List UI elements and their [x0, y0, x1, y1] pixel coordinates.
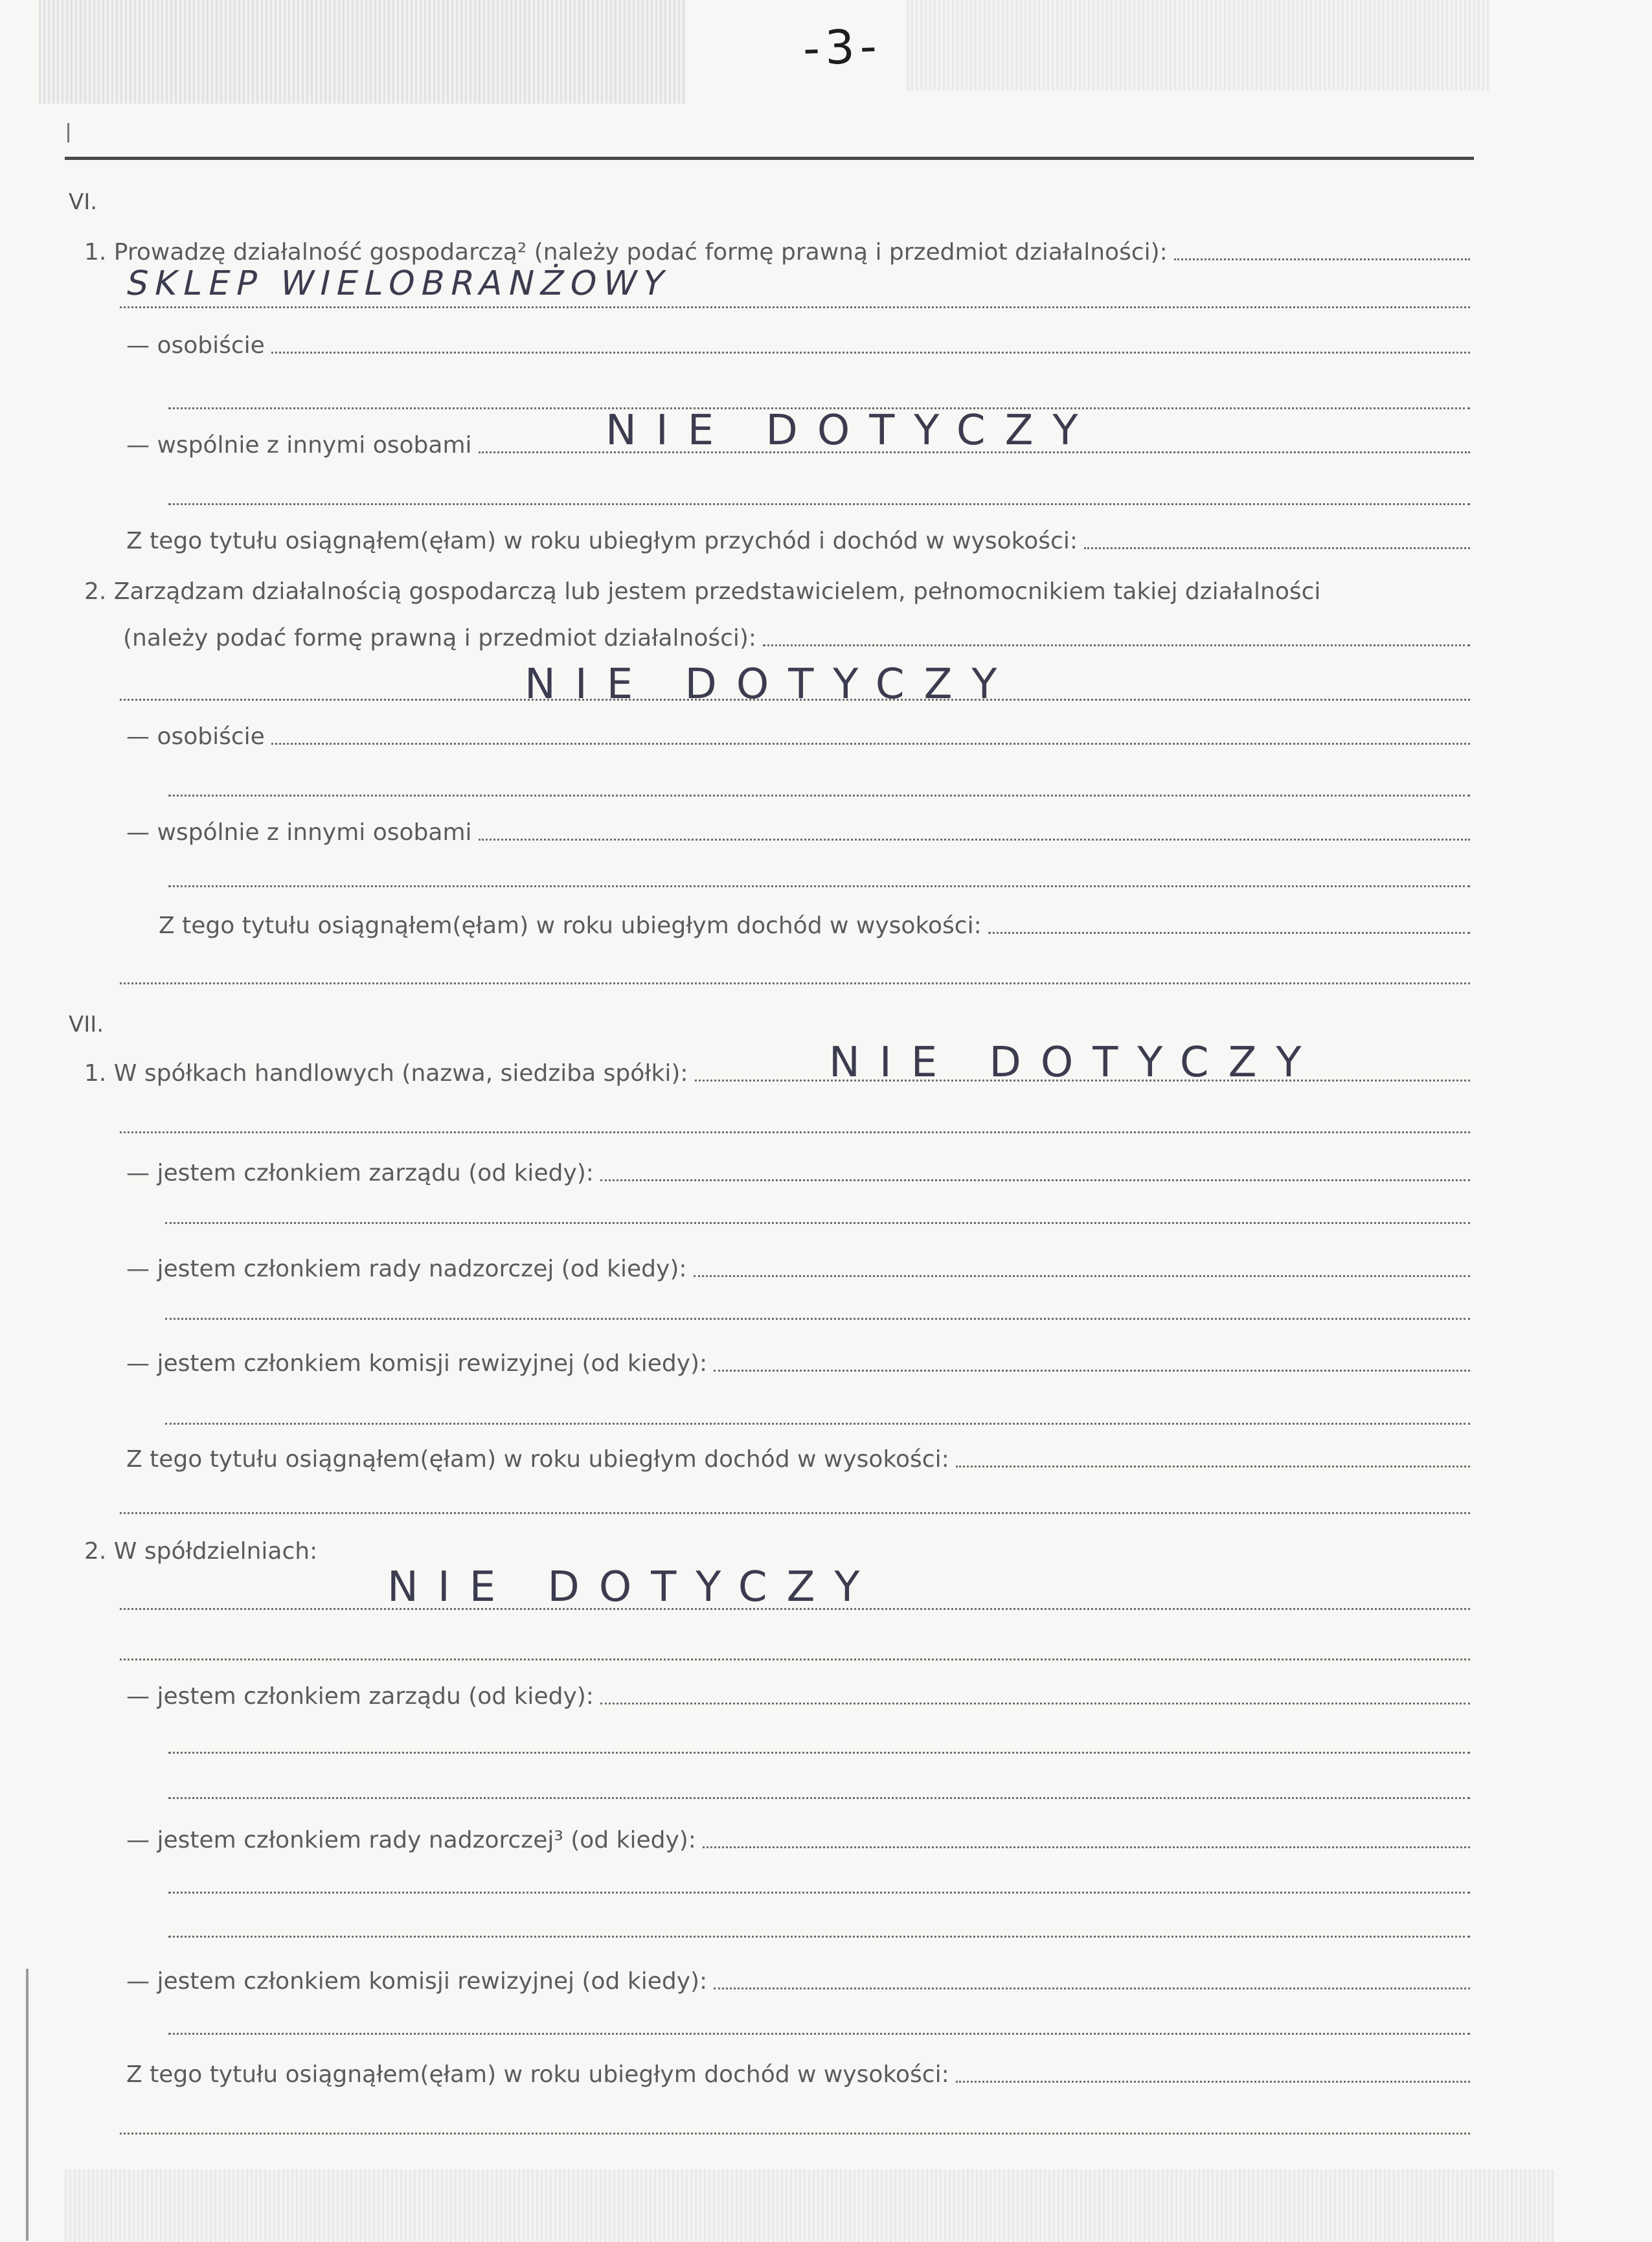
vii-2-supervisory-line-3[interactable] [168, 1935, 1470, 1938]
vii-2-income-text: Z tego tytułu osiągnąłem(ęłam) w roku ubiegłym dochód w wysokości: [126, 2061, 949, 2088]
vi-1-personally [126, 328, 1470, 361]
vii-2-audit-line[interactable] [714, 1987, 1470, 1989]
vi-2-question-cont-text: (należy podać formę prawną i przedmiot działalności): [123, 625, 757, 651]
vii-2-audit [126, 1964, 1470, 1997]
vii-1-supervisory-text: — jestem członkiem rady nadzorczej (od kiedy): [126, 1256, 687, 1282]
vii-2-board-line-2[interactable] [168, 1751, 1470, 1754]
vi-1-personally-text: — osobiście [126, 332, 265, 359]
vii-2-income-line[interactable] [956, 2080, 1470, 2083]
vii-1-board-line[interactable] [600, 1179, 1470, 1181]
vi-1-jointly-text: — wspólnie z innymi osobami [126, 432, 472, 459]
vii-2-answer-line-2[interactable] [120, 1658, 1470, 1660]
vi-2-question-text: 2. Zarządzam działalnością gospodarczą lub jestem przedstawicielem, pełnomocnikiem takiej działalności [84, 578, 1321, 605]
header-rule [65, 157, 1474, 160]
vii-2-board [126, 1679, 1470, 1712]
vii-1-income-text: Z tego tytułu osiągnąłem(ęłam) w roku ubiegłym dochód w wysokości: [126, 1446, 949, 1473]
vii-1-audit-text: — jestem członkiem komisji rewizyjnej (od kiedy): [126, 1350, 708, 1377]
vi-2-jointly-line-2[interactable] [168, 885, 1470, 887]
section-vi-numeral: VI. [69, 189, 98, 215]
vi-1-question-text: 1. Prowadzę działalność gospodarczą² (należy podać formę prawną i przedmiot działalności): [84, 239, 1168, 266]
vi-2-answer-line[interactable] [763, 644, 1470, 646]
vi-1-income-text: Z tego tytułu osiągnąłem(ęłam) w roku ubiegłym przychód i dochód w wysokości: [126, 528, 1078, 554]
vii-1-question-text: 1. W spółkach handlowych (nazwa, siedziba spółki): [84, 1060, 688, 1087]
vii-1-answer-line-2[interactable] [120, 1131, 1470, 1133]
vii-1-board [126, 1155, 1470, 1189]
vii-1-board-line-2[interactable] [165, 1221, 1470, 1224]
vii-2-board-text: — jestem członkiem zarządu (od kiedy): [126, 1683, 594, 1710]
vii-1-supervisory-line[interactable] [694, 1274, 1471, 1277]
vi-1-answer-line[interactable] [1174, 258, 1470, 260]
vi-2-jointly [126, 815, 1470, 848]
scan-noise-top-left [39, 0, 686, 104]
vii-1-income-line[interactable] [956, 1465, 1470, 1467]
vi-1-jointly-line-2[interactable] [168, 503, 1470, 505]
vi-2-income-line-2[interactable] [120, 982, 1470, 984]
vii-1-audit-line[interactable] [714, 1369, 1470, 1372]
vii-1-income-line-2[interactable] [120, 1512, 1470, 1514]
vii-2-handwritten-answer: NIE DOTYCZY [387, 1563, 879, 1611]
vii-2-answer-line-1[interactable] [120, 1607, 1470, 1610]
vi-2-income [159, 908, 1470, 942]
vi-2-personally [126, 719, 1470, 753]
vi-2-personally-text: — osobiście [126, 723, 265, 750]
vii-1-audit-line-2[interactable] [165, 1422, 1470, 1425]
vi-2-jointly-line[interactable] [479, 838, 1470, 841]
scan-noise-bottom [65, 2169, 1554, 2242]
vii-1-handwritten-answer: NIE DOTYCZY [829, 1039, 1321, 1087]
vi-2-jointly-text: — wspólnie z innymi osobami [126, 819, 472, 846]
vii-2-board-line-3[interactable] [168, 1796, 1470, 1799]
vi-2-answer-line-2[interactable] [120, 698, 1470, 701]
vi-1-answer-line-2[interactable] [120, 306, 1470, 308]
vi-1-personally-line[interactable] [271, 351, 1470, 354]
vii-2-supervisory-text: — jestem członkiem rady nadzorczej³ (od kiedy): [126, 1827, 696, 1853]
vi-2-question-cont [123, 620, 1470, 654]
vi-2-income-text: Z tego tytułu osiągnąłem(ęłam) w roku ubiegłym dochód w wysokości: [159, 912, 982, 939]
top-tick-mark [67, 123, 69, 142]
page-number: -3- [802, 18, 883, 76]
vii-2-board-line[interactable] [600, 1702, 1470, 1704]
scan-noise-top-right [907, 0, 1489, 91]
vii-1-income [126, 1442, 1470, 1475]
vii-2-income-line-2[interactable] [120, 2132, 1470, 2134]
vii-2-supervisory-line-2[interactable] [168, 1891, 1470, 1894]
vi-1-jointly-handwritten: NIE DOTYCZY [605, 407, 1098, 455]
vii-1-audit [126, 1346, 1470, 1379]
vii-1-supervisory [126, 1251, 1470, 1285]
vi-2-personally-line[interactable] [271, 742, 1470, 745]
vi-2-personally-line-2[interactable] [168, 794, 1470, 797]
vii-2-question-text: 2. W spółdzielniach: [84, 1538, 318, 1565]
vii-2-supervisory-line[interactable] [703, 1846, 1470, 1848]
vii-2-supervisory [126, 1822, 1470, 1856]
vii-1-supervisory-line-2[interactable] [165, 1317, 1470, 1320]
vi-1-handwritten-answer: SKLEP WIELOBRANŻOWY [122, 264, 674, 303]
vi-2-question [84, 574, 1470, 607]
vii-2-income [126, 2057, 1470, 2090]
section-vii-numeral: VII. [69, 1012, 104, 1037]
vi-1-income-line[interactable] [1084, 547, 1470, 549]
vi-1-question [84, 234, 1470, 268]
vi-2-handwritten-answer: NIE DOTYCZY [525, 661, 1017, 708]
vi-1-income [126, 523, 1470, 557]
vii-2-audit-line-2[interactable] [168, 2032, 1470, 2035]
left-edge-mark [26, 1969, 28, 2241]
vii-2-audit-text: — jestem członkiem komisji rewizyjnej (od kiedy): [126, 1968, 708, 1995]
vii-2-question [84, 1534, 1470, 1567]
vi-2-income-line[interactable] [988, 931, 1470, 934]
vii-1-board-text: — jestem członkiem zarządu (od kiedy): [126, 1160, 594, 1186]
